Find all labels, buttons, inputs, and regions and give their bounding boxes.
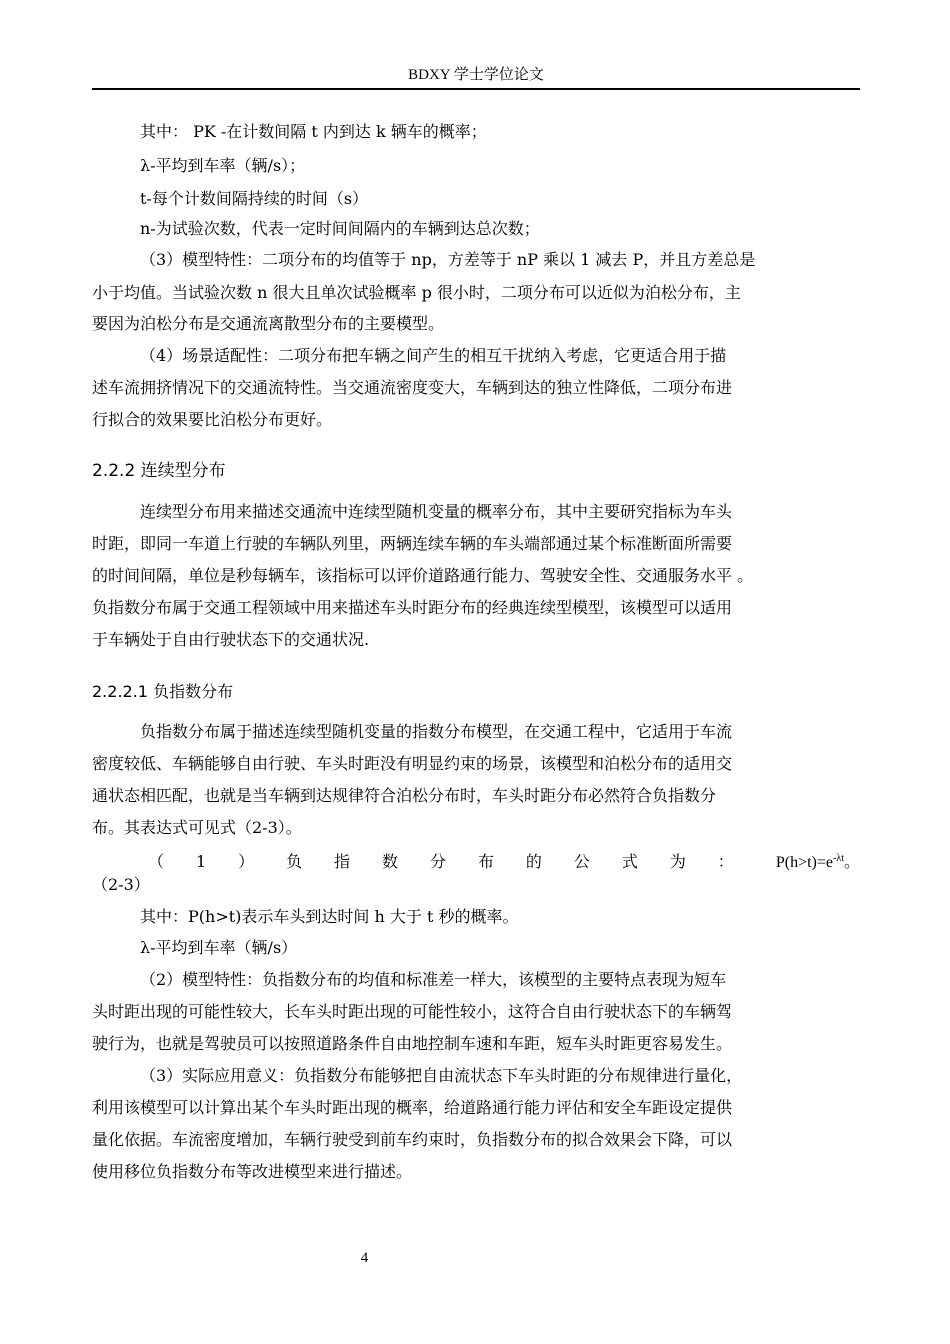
formula-expression: [776, 849, 860, 873]
text-line: （3）模型特性：二项分布的均值等于 np，方差等于 nP 乘以 1 减去 P，并且方差总是: [140, 250, 756, 269]
page-number: 4: [360, 1250, 369, 1266]
formula-char: 布: [477, 852, 494, 871]
formula-tail: 。: [843, 854, 860, 871]
text-line: 要因为泊松分布是交通流离散型分布的主要模型。: [92, 314, 445, 333]
formula-char: 的: [525, 852, 542, 871]
formula-char: 为: [669, 852, 686, 871]
text-line: 述车流拥挤情况下的交通流特性。当交通流密度变大，车辆到达的独立性降低，二项分布进: [92, 378, 733, 397]
formula-line: [148, 849, 860, 869]
formula-char: ）: [238, 852, 255, 871]
formula-char: 分: [429, 852, 446, 871]
text-line: （3）实际应用意义：负指数分布能够把自由流状态下车头时距的分布规律进行量化，: [140, 1066, 743, 1085]
text-line: 使用移位负指数分布等改进模型来进行描述。: [92, 1162, 413, 1181]
text-line: 量化依据。车流密度增加，车辆行驶受到前车约束时，负指数分布的拟合效果会下降，可以: [92, 1130, 733, 1149]
text-line: 负指数分布属于描述连续型随机变量的指数分布模型，在交通工程中，它适用于车流: [140, 722, 733, 741]
formula-char: 指: [334, 852, 351, 871]
text-line: （2）模型特性：负指数分布的均值和标准差一样大，该模型的主要特点表现为短车: [140, 970, 727, 989]
text-line: 于车辆处于自由行驶状态下的交通状况.: [92, 630, 370, 649]
formula-char: 1: [195, 852, 207, 871]
text-line: 负指数分布属于交通工程领域中用来描述车头时距分布的经典连续型模型，该模型可以适用: [92, 598, 733, 617]
formula-label: [148, 852, 776, 872]
text-line: 通状态相匹配，也就是当车辆到达规律符合泊松分布时，车头时距分布必然符合负指数分: [92, 786, 717, 805]
formula-char: 负: [286, 852, 303, 871]
formula-char: （: [148, 852, 165, 871]
text-line: 其中：P(h>t)表示车头到达时间 h 大于 t 秒的概率。: [140, 907, 519, 926]
text-line: 连续型分布用来描述交通流中连续型随机变量的概率分布，其中主要研究指标为车头: [140, 502, 733, 521]
text-line: t-每个计数间隔持续的时间（s）: [140, 189, 369, 208]
text-line: λ-平均到车率（辆/s）: [140, 938, 298, 957]
text-line: 密度较低、车辆能够自由行驶、车头时距没有明显约束的场景，该模型和泊松分布的适用交: [92, 754, 733, 773]
formula-char: 式: [621, 852, 638, 871]
formula-char: 公: [573, 852, 590, 871]
formula-exponent: -λt: [833, 853, 844, 864]
subsection-heading: 2.2.2.1 负指数分布: [92, 682, 234, 701]
text-line: （4）场景适配性：二项分布把车辆之间产生的相互干扰纳入考虑，它更适合用于描: [140, 346, 727, 365]
header-rule: [92, 88, 860, 90]
text-line: 时距，即同一车道上行驶的车辆队列里，两辆连续车辆的车头端部通过某个标准断面所需要: [92, 534, 733, 553]
equation-number: （2-3）: [92, 875, 150, 894]
text-line: 头时距出现的可能性较大，长车头时距出现的可能性较小，这符合自由行驶状态下的车辆驾: [92, 1002, 733, 1021]
running-header: BDXY 学士学位论文: [408, 67, 544, 83]
text-line: n-为试验次数，代表一定时间间隔内的车辆到达总次数；: [140, 219, 540, 238]
text-line: 驶行为，也就是驾驶员可以按照道路条件自由地控制车速和车距，短车头时距更容易发生。: [92, 1034, 733, 1053]
text-line: 其中： PK -在计数间隔 t 内到达 k 辆车的概率；: [140, 122, 487, 141]
text-line: 的时间间隔，单位是秒每辆车，该指标可以评价道路通行能力、驾驶安全性、交通服务水平 。: [92, 566, 754, 585]
section-heading: 2.2.2 连续型分布: [92, 461, 226, 481]
formula-base: P(h>t)=e: [775, 854, 834, 871]
text-line: 小于均值。当试验次数 n 很大且单次试验概率 p 很小时，二项分布可以近似为泊松分布，主: [92, 283, 741, 302]
formula-char: ：: [717, 852, 734, 871]
formula-char: 数: [382, 852, 399, 871]
text-line: λ-平均到车率（辆/s）；: [140, 156, 306, 175]
text-line: 布。其表达式可见式（2-3）。: [92, 818, 302, 837]
text-line: 行拟合的效果要比泊松分布更好。: [92, 410, 333, 429]
text-line: 利用该模型可以计算出某个车头时距出现的概率，给道路通行能力评估和安全车距设定提供: [92, 1098, 733, 1117]
